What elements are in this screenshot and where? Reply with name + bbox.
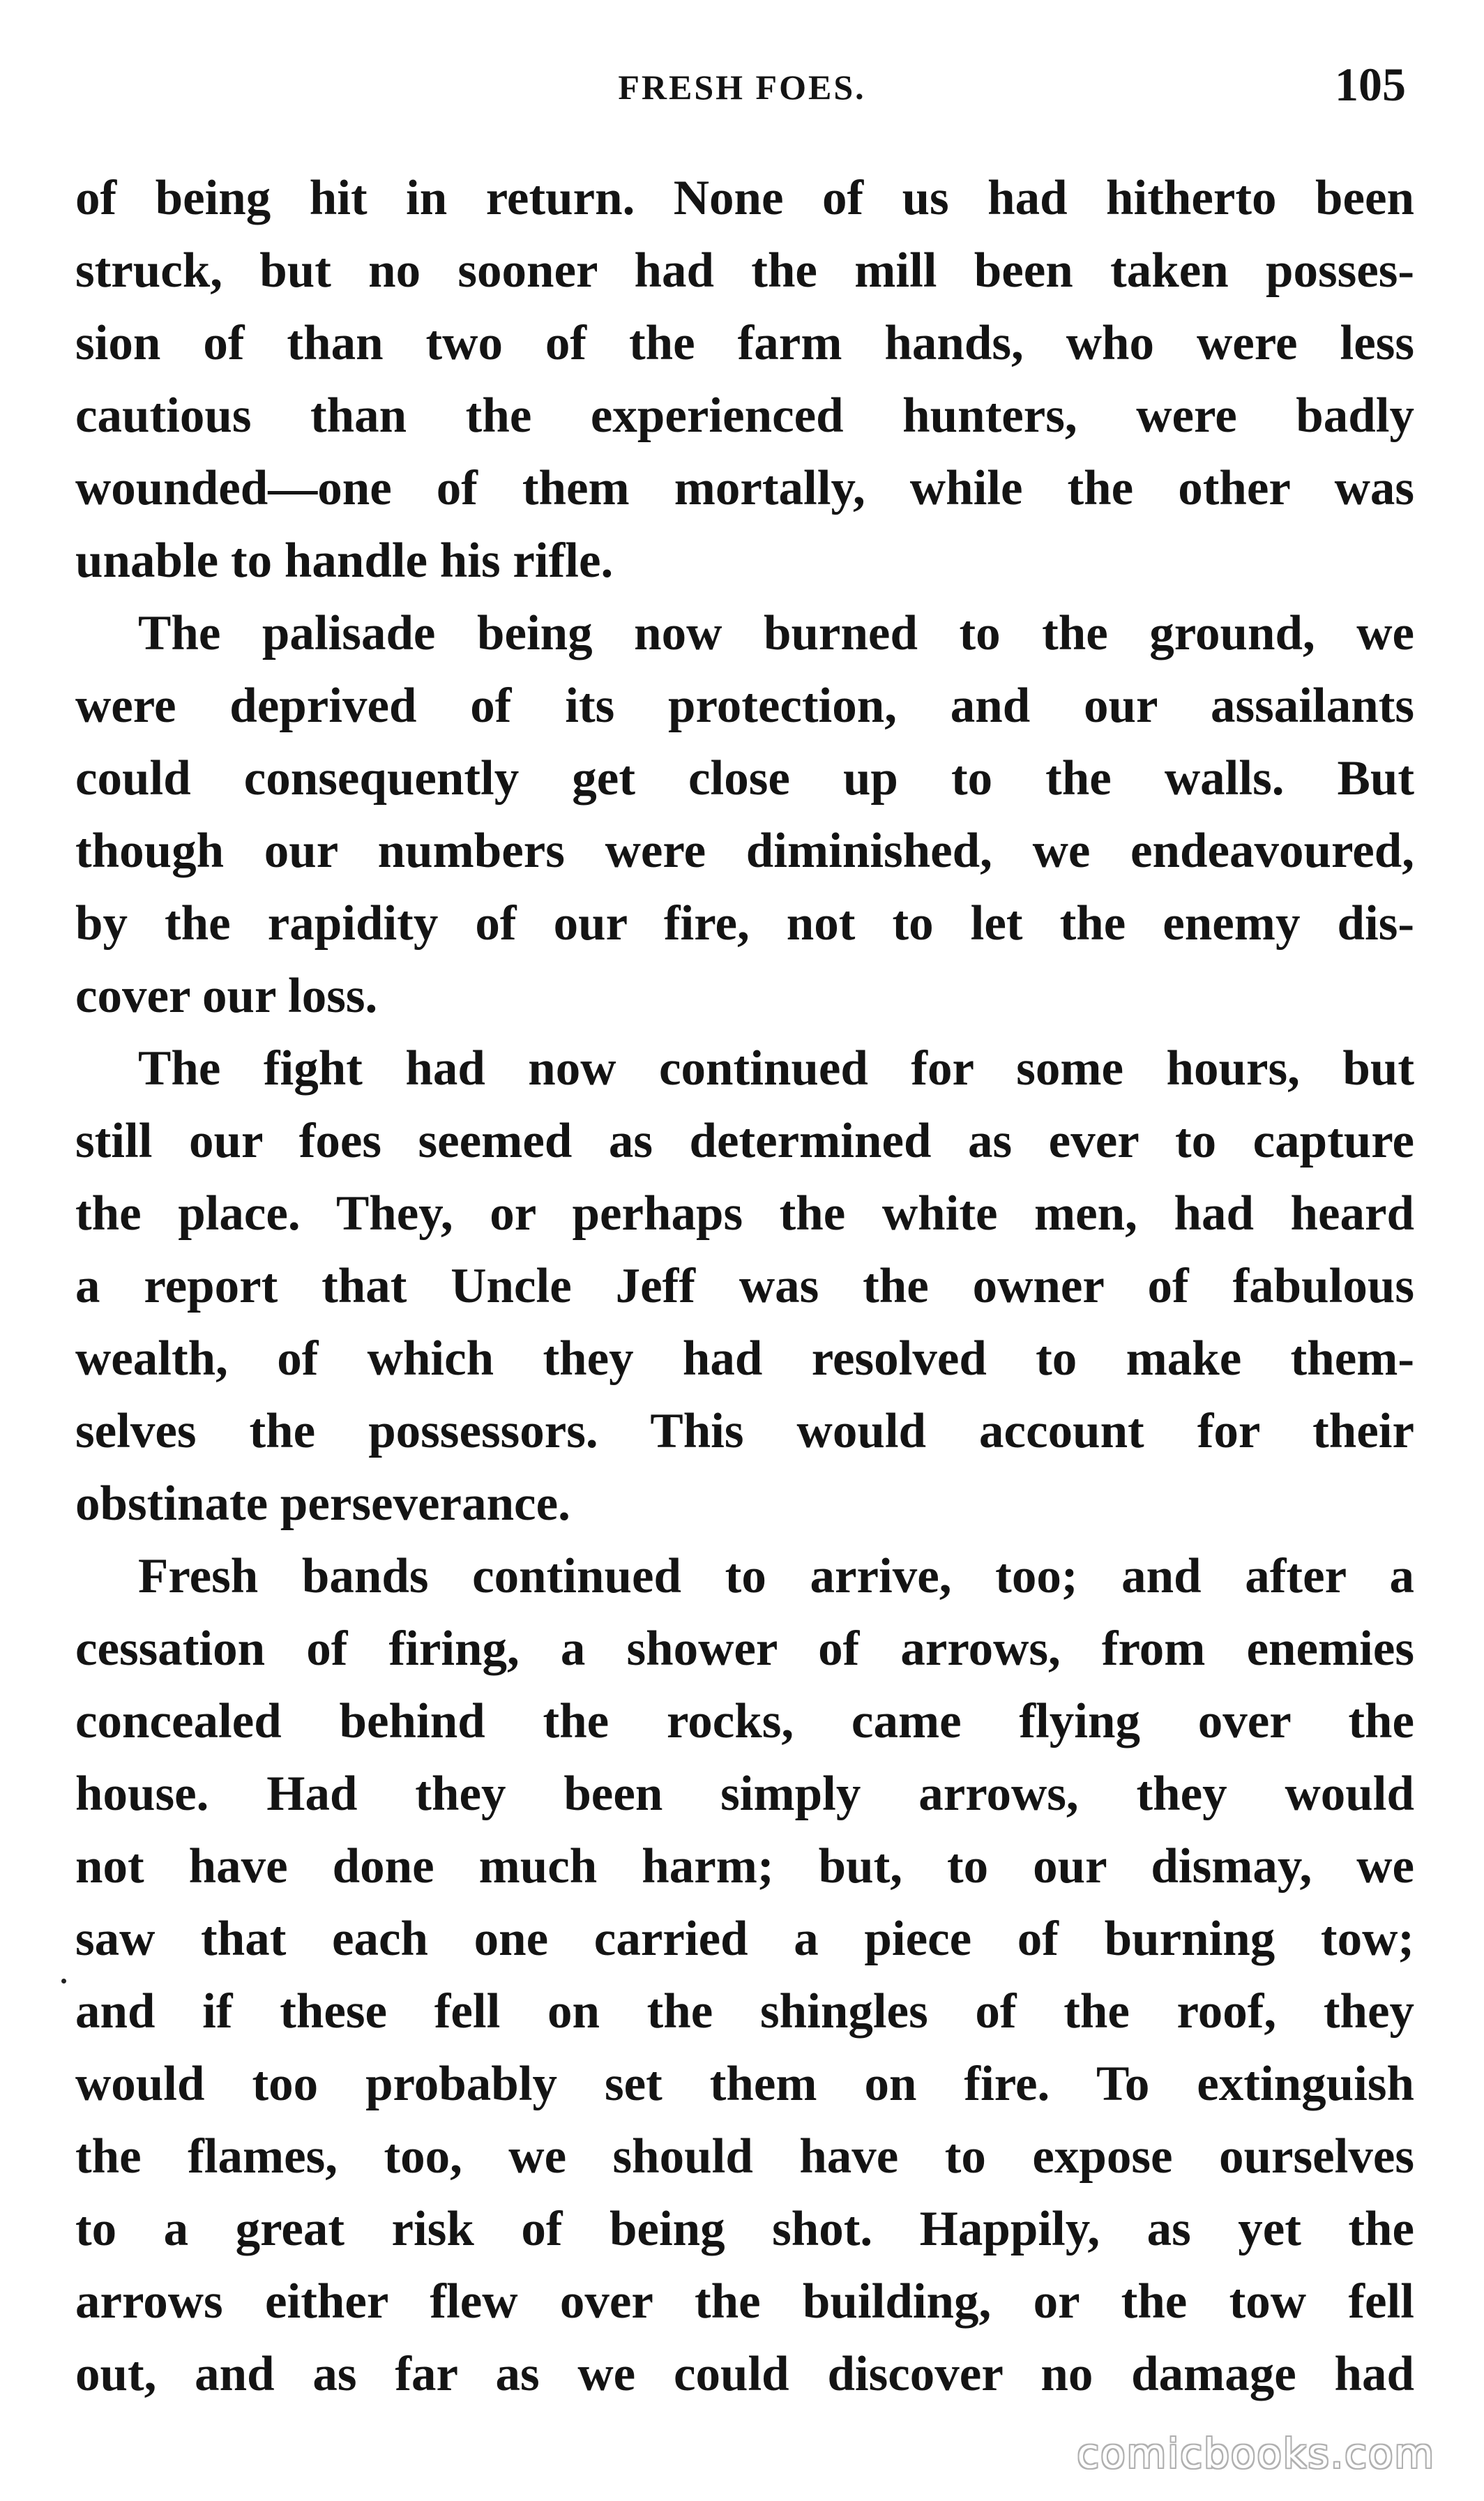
text-line: sion of than two of the farm hands, who were less	[75, 316, 1414, 370]
text-line: were deprived of its protection, and our assailants	[75, 679, 1414, 733]
text-line: The palisade being now burned to the ground, we	[138, 606, 1414, 660]
text-line: cover our loss.	[75, 969, 378, 1023]
text-line: wealth, of which they had resolved to make them-	[75, 1331, 1414, 1386]
running-title: FRESH FOES.	[618, 68, 866, 107]
text-line: of being hit in return. None of us had hitherto been	[75, 171, 1414, 225]
text-line: The fight had now continued for some hours, but	[138, 1041, 1414, 1096]
text-line: by the rapidity of our fire, not to let the enemy dis-	[75, 896, 1414, 951]
text-line: though our numbers were diminished, we endeavoured,	[75, 824, 1414, 878]
running-head	[0, 57, 1484, 120]
text-line: cautious than the experienced hunters, were badly	[75, 388, 1414, 443]
body-text	[75, 162, 1414, 2410]
text-line: not have done much harm; but, to our dismay, we	[75, 1839, 1414, 1894]
text-line: obstinate perseverance.	[75, 1476, 570, 1531]
text-line: concealed behind the rocks, came flying over the	[75, 1694, 1414, 1748]
text-line: house. Had they been simply arrows, they would	[75, 1767, 1414, 1821]
text-line: still our foes seemed as determined as ever to capture	[75, 1114, 1414, 1168]
text-line: cessation of firing, a shower of arrows, from enemies	[75, 1622, 1414, 1676]
watermark: comicbooks.com	[1077, 2430, 1435, 2477]
text-line: a report that Uncle Jeff was the owner of fabulous	[75, 1259, 1414, 1313]
text-line: Fresh bands continued to arrive, too; and after a	[138, 1549, 1414, 1603]
text-line: could consequently get close up to the walls. But	[75, 751, 1414, 806]
text-line: saw that each one carried a piece of burning tow;	[75, 1912, 1414, 1966]
text-line: would too probably set them on fire. To extinguish	[75, 2057, 1414, 2111]
text-line: selves the possessors. This would account for their	[75, 1404, 1414, 1458]
text-line: the flames, too, we should have to expose ourselves	[75, 2129, 1414, 2184]
text-line: the place. They, or perhaps the white men, had heard	[75, 1186, 1414, 1241]
text-line: out, and as far as we could discover no damage had	[75, 2347, 1414, 2401]
text-line: struck, but no sooner had the mill been taken posses-	[75, 243, 1414, 298]
text-line: wounded—one of them mortally, while the other was	[75, 461, 1414, 515]
page-number: 105	[1335, 58, 1406, 111]
ink-speck	[61, 1979, 66, 1984]
text-line: and if these fell on the shingles of the roof, they	[75, 1984, 1414, 2039]
text-line: arrows either flew over the building, or the tow fell	[75, 2274, 1414, 2329]
text-line: unable to handle his rifle.	[75, 534, 614, 588]
text-line: to a great risk of being shot. Happily, as yet the	[75, 2202, 1414, 2256]
